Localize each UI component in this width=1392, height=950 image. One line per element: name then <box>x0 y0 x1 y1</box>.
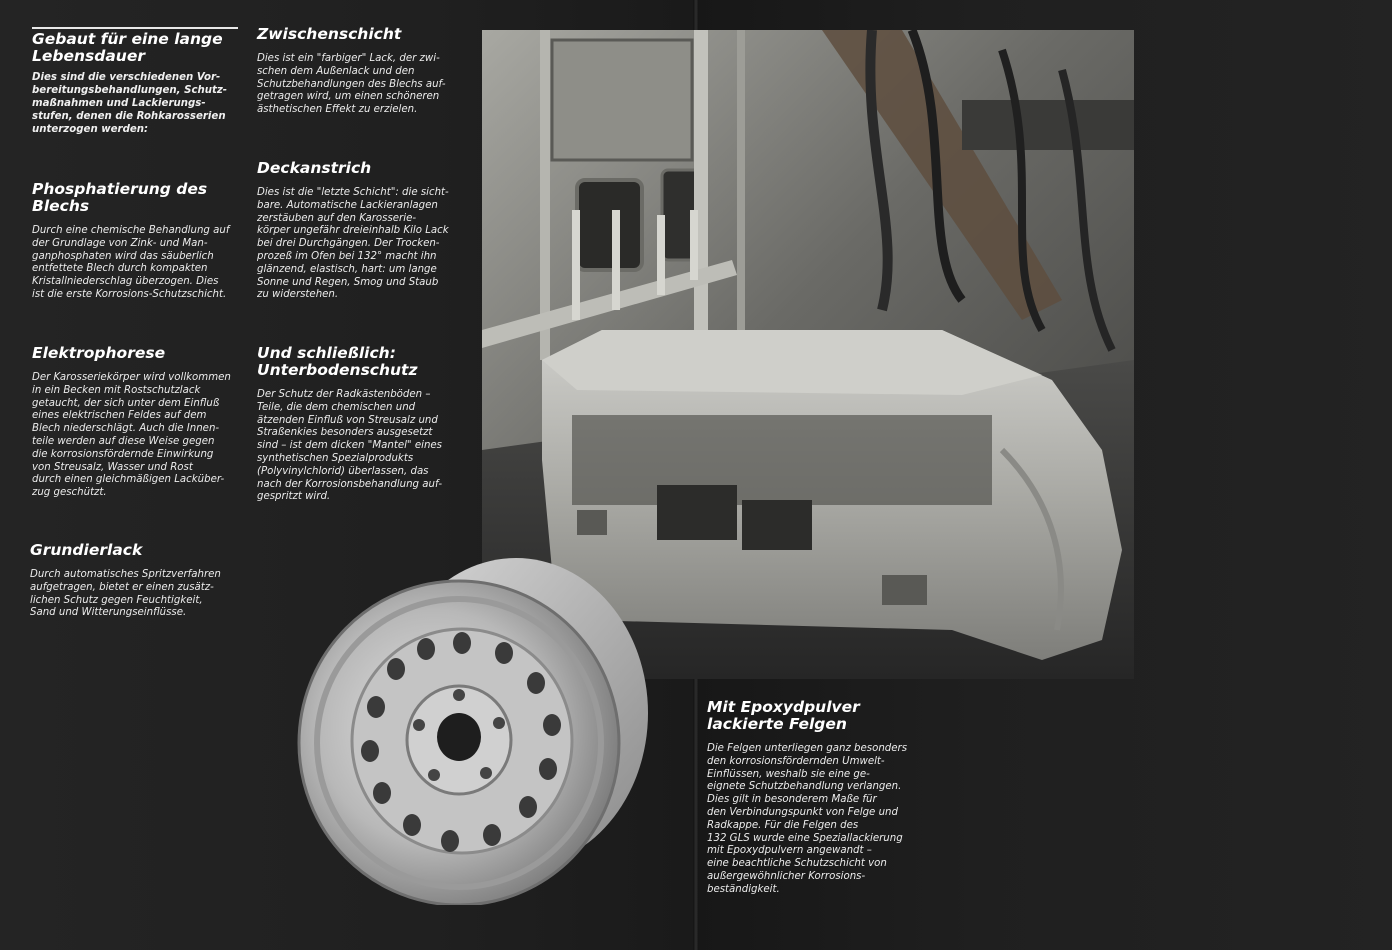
text-deckanstrich: Dies ist die "letzte Schicht": die sicht- bare. Automatische Lackieranlagen zerstäuben auf den Karosserie- körper ungefähr dreieinhalb Kilo Lack bei drei Durchgängen. Der Trocken- prozeß im Ofen bei 132° macht ihn glänzend, elastisch, hart: um lange Sonne und Regen, Smog und Staub zu widerstehen. <box>257 187 449 301</box>
intro-text: Dies sind die verschiedenen Vor- bereitungsbehandlungen, Schutz- maßnahmen und Lackierungs- stufen, denen die Rohkarosserien unterzogen werden: <box>32 72 228 135</box>
section-deckanstrich <box>257 160 472 302</box>
heading-felgen: Mit Epoxydpulver lackierte Felgen <box>707 698 860 733</box>
wheel-illustration <box>294 545 654 905</box>
heading-phosphatierung: Phosphatierung des Blechs <box>32 180 208 215</box>
section-elektrophorese <box>32 345 247 500</box>
heading-lebensdauer: Gebaut für eine lange Lebensdauer <box>32 30 223 65</box>
section-felgen <box>707 699 947 897</box>
heading-unterbodenschutz: Und schließlich: Unterbodenschutz <box>257 344 418 379</box>
text-zwischenschicht: Dies ist ein "farbiger" Lack, der zwi- schen dem Außenlack und den Schutzbehandlungen des Blechs auf- getragen wird, um einen schöneren ästhetischen Effekt zu erzielen. <box>257 53 446 116</box>
text-elektrophorese: Der Karosseriekörper wird vollkommen in ein Becken mit Rostschutzlack getaucht, der sich unter dem Einfluß eines elektrischen Feldes auf dem Blech niederschlägt. Auch die Innen- teile werden auf diese Weise gegen die korrosionsfördernde Einwirkung von Streusalz, Wasser und Rost durch einen gleichmäßigen Lacküber- zug geschützt. <box>32 372 231 499</box>
text-felgen: Die Felgen unterliegen ganz besonders den korrosionsfördernden Umwelt- Einflüssen, weshalb sie eine ge- eignete Schutzbehandlung verlangen. Dies gilt in besonderem Maße für den Verbindungspunkt von Felge und Radkappe. Für die Felgen des 132 GLS wurde eine Speziallackierung mit Epoxydpulvern angewandt – eine beachtliche Schutzschicht von außergewöhnlicher Korrosions- beständigkeit. <box>707 743 908 895</box>
heading-deckanstrich: Deckanstrich <box>257 159 372 177</box>
section-phosphatierung <box>32 181 247 302</box>
text-phosphatierung: Durch eine chemische Behandlung auf der Grundlage von Zink- und Man- ganphosphaten wird das säuberlich entfettete Blech durch kompakten Kristallniederschlag überzogen. Dies ist die erste Korrosions-Schutzschicht. <box>32 225 230 300</box>
steel-wheel-rim-image <box>294 545 654 905</box>
heading-grundierlack: Grundierlack <box>30 541 143 559</box>
section-grundierlack <box>30 542 245 620</box>
heading-elektrophorese: Elektrophorese <box>32 344 166 362</box>
text-unterbodenschutz: Der Schutz der Radkästenböden – Teile, die dem chemischen und ätzenden Einfluß von Streusalz und Straßenkies besonders ausgesetzt sind – ist dem dicken "Mantel" eines synthetischen Spezialprodukts (Polyvinylchlorid) überlassen, das nach der Korrosionsbehandlung auf- gespritzt wird. <box>257 389 443 503</box>
heading-zwischenschicht: Zwischenschicht <box>257 25 402 43</box>
text-grundierlack: Durch automatisches Spritzverfahren aufgetragen, bietet er einen zusätz- lichen Schutz gegen Feuchtigkeit, Sand und Witterungseinflüsse. <box>30 569 221 619</box>
section-lebensdauer <box>32 31 247 136</box>
section-unterbodenschutz <box>257 345 472 504</box>
section-zwischenschicht <box>257 26 472 117</box>
top-rule <box>32 27 238 29</box>
